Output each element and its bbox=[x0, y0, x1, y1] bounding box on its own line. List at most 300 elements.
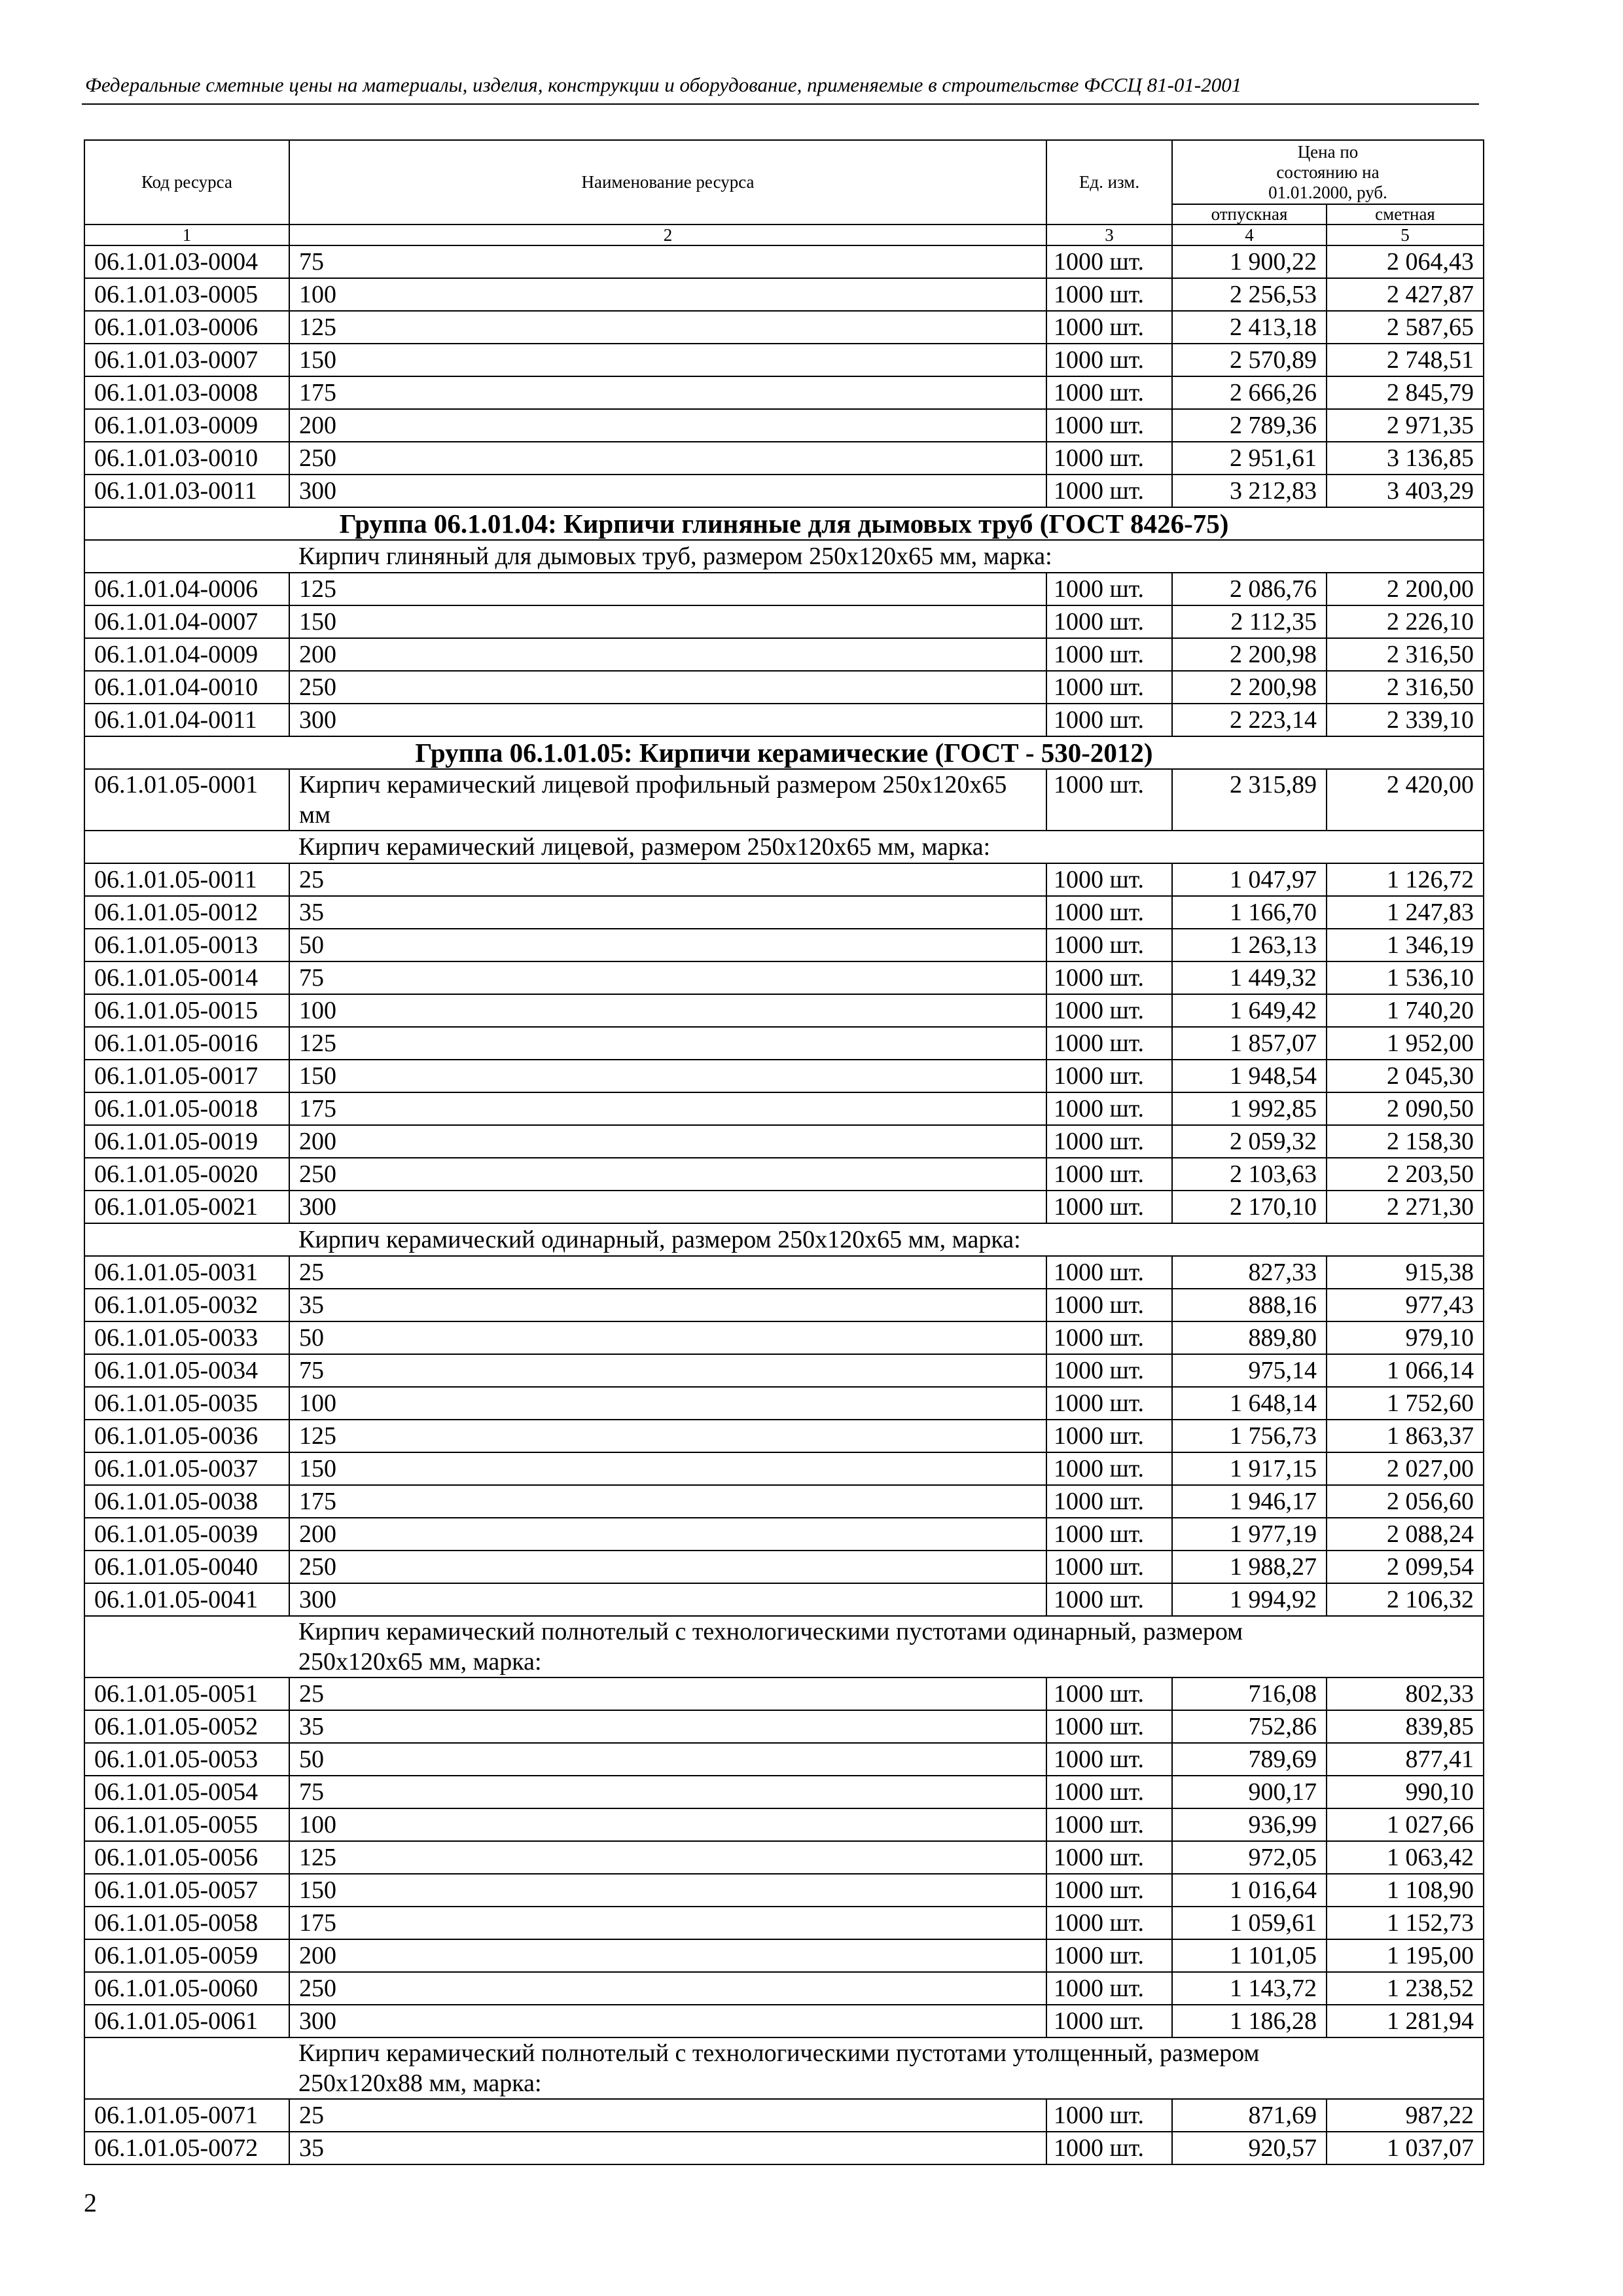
release-price: 1 449,32 bbox=[1172, 961, 1327, 994]
resource-name: 300 bbox=[289, 2005, 1046, 2037]
resource-code: 06.1.01.05-0013 bbox=[84, 929, 289, 961]
resource-code: 06.1.01.03-0009 bbox=[84, 409, 289, 442]
resource-code: 06.1.01.05-0041 bbox=[84, 1583, 289, 1616]
resource-name: 300 bbox=[289, 1191, 1046, 1223]
table-row bbox=[84, 1677, 1484, 1710]
table-row bbox=[84, 1354, 1484, 1387]
resource-code: 06.1.01.03-0004 bbox=[84, 245, 289, 278]
release-price: 1 946,17 bbox=[1172, 1485, 1327, 1518]
table-row bbox=[84, 1710, 1484, 1743]
subheading-text: Кирпич керамический полнотелый с технологическими пустотами утолщенный, размером 250х120х88 мм, марка: bbox=[289, 2037, 1484, 2099]
resource-name: 75 bbox=[289, 961, 1046, 994]
table-row bbox=[84, 1485, 1484, 1518]
resource-name: 35 bbox=[289, 896, 1046, 929]
unit-of-measure: 1000 шт. bbox=[1046, 896, 1172, 929]
resource-name: 125 bbox=[289, 1027, 1046, 1060]
estimate-price: 1 238,52 bbox=[1327, 1972, 1484, 2005]
unit-of-measure: 1000 шт. bbox=[1046, 344, 1172, 376]
resource-code: 06.1.01.05-0033 bbox=[84, 1321, 289, 1354]
resource-name: 250 bbox=[289, 671, 1046, 704]
header-unit: Ед. изм. bbox=[1046, 140, 1172, 224]
resource-name: 75 bbox=[289, 1776, 1046, 1808]
unit-of-measure: 1000 шт. bbox=[1046, 1485, 1172, 1518]
unit-of-measure: 1000 шт. bbox=[1046, 1256, 1172, 1289]
estimate-price: 2 200,00 bbox=[1327, 573, 1484, 605]
column-number: 1 bbox=[84, 224, 289, 245]
release-price: 789,69 bbox=[1172, 1743, 1327, 1776]
resource-name: 25 bbox=[289, 863, 1046, 896]
resource-name: 175 bbox=[289, 376, 1046, 409]
resource-code: 06.1.01.05-0056 bbox=[84, 1841, 289, 1874]
release-price: 2 951,61 bbox=[1172, 442, 1327, 475]
table-row bbox=[84, 1158, 1484, 1191]
resource-code: 06.1.01.05-0034 bbox=[84, 1354, 289, 1387]
unit-of-measure: 1000 шт. bbox=[1046, 1092, 1172, 1125]
resource-name: 200 bbox=[289, 1939, 1046, 1972]
page-header: Федеральные сметные цены на материалы, изделия, конструкции и оборудование, применяемые в строительстве ФССЦ 81-01-2001 bbox=[85, 73, 1242, 96]
estimate-price: 2 088,24 bbox=[1327, 1518, 1484, 1551]
subheading-text: Кирпич глиняный для дымовых труб, размером 250х120х65 мм, марка: bbox=[289, 540, 1484, 573]
release-price: 972,05 bbox=[1172, 1841, 1327, 1874]
column-number: 4 bbox=[1172, 224, 1327, 245]
release-price: 2 112,35 bbox=[1172, 605, 1327, 638]
resource-code: 06.1.01.04-0006 bbox=[84, 573, 289, 605]
resource-code: 06.1.01.05-0017 bbox=[84, 1060, 289, 1092]
estimate-price: 2 226,10 bbox=[1327, 605, 1484, 638]
release-price: 2 223,14 bbox=[1172, 704, 1327, 736]
release-price: 2 413,18 bbox=[1172, 311, 1327, 344]
group-heading-row bbox=[84, 736, 1484, 769]
unit-of-measure: 1000 шт. bbox=[1046, 1808, 1172, 1841]
header-code: Код ресурса bbox=[84, 140, 289, 224]
unit-of-measure: 1000 шт. bbox=[1046, 2099, 1172, 2132]
resource-name: 200 bbox=[289, 638, 1046, 671]
group-heading: Группа 06.1.01.05: Кирпичи керамические (ГОСТ - 530-2012) bbox=[84, 736, 1484, 769]
unit-of-measure: 1000 шт. bbox=[1046, 376, 1172, 409]
resource-code: 06.1.01.03-0008 bbox=[84, 376, 289, 409]
table-row bbox=[84, 409, 1484, 442]
table-row bbox=[84, 2132, 1484, 2164]
table-row bbox=[84, 1191, 1484, 1223]
price-table bbox=[84, 139, 1484, 2165]
unit-of-measure: 1000 шт. bbox=[1046, 1874, 1172, 1907]
header-price-group bbox=[1172, 140, 1484, 204]
release-price: 1 948,54 bbox=[1172, 1060, 1327, 1092]
table-row bbox=[84, 1583, 1484, 1616]
estimate-price: 2 027,00 bbox=[1327, 1452, 1484, 1485]
header-release: отпускная bbox=[1172, 204, 1327, 224]
resource-code: 06.1.01.05-0051 bbox=[84, 1677, 289, 1710]
unit-of-measure: 1000 шт. bbox=[1046, 1191, 1172, 1223]
resource-code: 06.1.01.04-0009 bbox=[84, 638, 289, 671]
subheading-row bbox=[84, 1223, 1484, 1256]
unit-of-measure: 1000 шт. bbox=[1046, 1583, 1172, 1616]
estimate-price: 2 158,30 bbox=[1327, 1125, 1484, 1158]
resource-code: 06.1.01.05-0032 bbox=[84, 1289, 289, 1321]
unit-of-measure: 1000 шт. bbox=[1046, 475, 1172, 507]
resource-code: 06.1.01.05-0035 bbox=[84, 1387, 289, 1420]
resource-name: 250 bbox=[289, 1972, 1046, 2005]
release-price: 871,69 bbox=[1172, 2099, 1327, 2132]
release-price: 2 200,98 bbox=[1172, 671, 1327, 704]
resource-code: 06.1.01.05-0071 bbox=[84, 2099, 289, 2132]
resource-code: 06.1.01.05-0053 bbox=[84, 1743, 289, 1776]
resource-code: 06.1.01.05-0038 bbox=[84, 1485, 289, 1518]
resource-code: 06.1.01.05-0012 bbox=[84, 896, 289, 929]
release-price: 2 170,10 bbox=[1172, 1191, 1327, 1223]
release-price: 1 649,42 bbox=[1172, 994, 1327, 1027]
resource-code: 06.1.01.05-0020 bbox=[84, 1158, 289, 1191]
table-row bbox=[84, 1518, 1484, 1551]
table-row bbox=[84, 245, 1484, 278]
resource-code: 06.1.01.05-0039 bbox=[84, 1518, 289, 1551]
estimate-price: 2 587,65 bbox=[1327, 311, 1484, 344]
estimate-price: 1 740,20 bbox=[1327, 994, 1484, 1027]
release-price: 1 143,72 bbox=[1172, 1972, 1327, 2005]
table-row bbox=[84, 344, 1484, 376]
resource-code: 06.1.01.03-0010 bbox=[84, 442, 289, 475]
table-row bbox=[84, 1808, 1484, 1841]
resource-code: 06.1.01.05-0052 bbox=[84, 1710, 289, 1743]
unit-of-measure: 1000 шт. bbox=[1046, 605, 1172, 638]
resource-name: 150 bbox=[289, 1060, 1046, 1092]
release-price: 1 900,22 bbox=[1172, 245, 1327, 278]
estimate-price: 1 863,37 bbox=[1327, 1420, 1484, 1452]
release-price: 1 186,28 bbox=[1172, 2005, 1327, 2037]
subheading-row bbox=[84, 540, 1484, 573]
table-row bbox=[84, 769, 1484, 831]
subheading-spacer bbox=[84, 540, 289, 573]
unit-of-measure: 1000 шт. bbox=[1046, 1125, 1172, 1158]
group-heading-row bbox=[84, 507, 1484, 540]
resource-code: 06.1.01.05-0016 bbox=[84, 1027, 289, 1060]
resource-name: 25 bbox=[289, 1256, 1046, 1289]
resource-name: 50 bbox=[289, 929, 1046, 961]
estimate-price: 2 316,50 bbox=[1327, 638, 1484, 671]
header-row bbox=[84, 140, 1484, 204]
unit-of-measure: 1000 шт. bbox=[1046, 1939, 1172, 1972]
release-price: 1 047,97 bbox=[1172, 863, 1327, 896]
unit-of-measure: 1000 шт. bbox=[1046, 278, 1172, 311]
release-price: 936,99 bbox=[1172, 1808, 1327, 1841]
subheading-spacer bbox=[84, 1616, 289, 1677]
unit-of-measure: 1000 шт. bbox=[1046, 863, 1172, 896]
estimate-price: 979,10 bbox=[1327, 1321, 1484, 1354]
unit-of-measure: 1000 шт. bbox=[1046, 1289, 1172, 1321]
resource-name: 25 bbox=[289, 2099, 1046, 2132]
unit-of-measure: 1000 шт. bbox=[1046, 929, 1172, 961]
resource-name: 100 bbox=[289, 278, 1046, 311]
release-price: 827,33 bbox=[1172, 1256, 1327, 1289]
release-price: 888,16 bbox=[1172, 1289, 1327, 1321]
estimate-price: 3 136,85 bbox=[1327, 442, 1484, 475]
resource-code: 06.1.01.05-0019 bbox=[84, 1125, 289, 1158]
subheading-row bbox=[84, 2037, 1484, 2099]
resource-name: 300 bbox=[289, 704, 1046, 736]
header-price-group-text: Цена по состоянию на 01.01.2000, руб. bbox=[1268, 141, 1387, 202]
release-price: 2 666,26 bbox=[1172, 376, 1327, 409]
release-price: 1 101,05 bbox=[1172, 1939, 1327, 1972]
table-row bbox=[84, 1972, 1484, 2005]
resource-name: 125 bbox=[289, 311, 1046, 344]
unit-of-measure: 1000 шт. bbox=[1046, 2132, 1172, 2164]
table-row bbox=[84, 1387, 1484, 1420]
column-number: 3 bbox=[1046, 224, 1172, 245]
unit-of-measure: 1000 шт. bbox=[1046, 2005, 1172, 2037]
subheading-row bbox=[84, 1616, 1484, 1677]
table-row bbox=[84, 1939, 1484, 1972]
estimate-price: 2 427,87 bbox=[1327, 278, 1484, 311]
estimate-price: 2 316,50 bbox=[1327, 671, 1484, 704]
resource-name: 175 bbox=[289, 1907, 1046, 1939]
table-row bbox=[84, 311, 1484, 344]
resource-code: 06.1.01.05-0011 bbox=[84, 863, 289, 896]
estimate-price: 839,85 bbox=[1327, 1710, 1484, 1743]
unit-of-measure: 1000 шт. bbox=[1046, 1321, 1172, 1354]
estimate-price: 2 748,51 bbox=[1327, 344, 1484, 376]
estimate-price: 2 203,50 bbox=[1327, 1158, 1484, 1191]
table-row bbox=[84, 1551, 1484, 1583]
unit-of-measure: 1000 шт. bbox=[1046, 994, 1172, 1027]
release-price: 3 212,83 bbox=[1172, 475, 1327, 507]
unit-of-measure: 1000 шт. bbox=[1046, 245, 1172, 278]
table-row bbox=[84, 442, 1484, 475]
resource-code: 06.1.01.05-0001 bbox=[84, 769, 289, 831]
release-price: 752,86 bbox=[1172, 1710, 1327, 1743]
estimate-price: 1 247,83 bbox=[1327, 896, 1484, 929]
resource-name: 125 bbox=[289, 1420, 1046, 1452]
estimate-price: 1 952,00 bbox=[1327, 1027, 1484, 1060]
resource-code: 06.1.01.05-0031 bbox=[84, 1256, 289, 1289]
resource-name: 100 bbox=[289, 994, 1046, 1027]
resource-code: 06.1.01.05-0040 bbox=[84, 1551, 289, 1583]
column-number: 2 bbox=[289, 224, 1046, 245]
resource-name: 200 bbox=[289, 1125, 1046, 1158]
table-row bbox=[84, 1776, 1484, 1808]
resource-name: 35 bbox=[289, 2132, 1046, 2164]
header-rule bbox=[82, 103, 1479, 105]
table-row bbox=[84, 1027, 1484, 1060]
release-price: 920,57 bbox=[1172, 2132, 1327, 2164]
page-number: 2 bbox=[84, 2188, 97, 2217]
resource-name: 25 bbox=[289, 1677, 1046, 1710]
resource-name: 150 bbox=[289, 1452, 1046, 1485]
resource-name: 75 bbox=[289, 1354, 1046, 1387]
unit-of-measure: 1000 шт. bbox=[1046, 1776, 1172, 1808]
table-row bbox=[84, 1092, 1484, 1125]
unit-of-measure: 1000 шт. bbox=[1046, 1518, 1172, 1551]
table-row bbox=[84, 1874, 1484, 1907]
table-row bbox=[84, 2099, 1484, 2132]
resource-code: 06.1.01.05-0059 bbox=[84, 1939, 289, 1972]
unit-of-measure: 1000 шт. bbox=[1046, 442, 1172, 475]
table-row bbox=[84, 278, 1484, 311]
table-row bbox=[84, 1743, 1484, 1776]
estimate-price: 1 027,66 bbox=[1327, 1808, 1484, 1841]
estimate-price: 3 403,29 bbox=[1327, 475, 1484, 507]
estimate-price: 1 346,19 bbox=[1327, 929, 1484, 961]
table-row bbox=[84, 1452, 1484, 1485]
resource-name: 250 bbox=[289, 1158, 1046, 1191]
unit-of-measure: 1000 шт. bbox=[1046, 573, 1172, 605]
unit-of-measure: 1000 шт. bbox=[1046, 638, 1172, 671]
column-number: 5 bbox=[1327, 224, 1484, 245]
table-row bbox=[84, 573, 1484, 605]
release-price: 1 016,64 bbox=[1172, 1874, 1327, 1907]
unit-of-measure: 1000 шт. bbox=[1046, 1907, 1172, 1939]
release-price: 2 086,76 bbox=[1172, 573, 1327, 605]
release-price: 1 263,13 bbox=[1172, 929, 1327, 961]
estimate-price: 990,10 bbox=[1327, 1776, 1484, 1808]
unit-of-measure: 1000 шт. bbox=[1046, 769, 1172, 831]
unit-of-measure: 1000 шт. bbox=[1046, 671, 1172, 704]
estimate-price: 1 281,94 bbox=[1327, 2005, 1484, 2037]
release-price: 1 994,92 bbox=[1172, 1583, 1327, 1616]
release-price: 889,80 bbox=[1172, 1321, 1327, 1354]
estimate-price: 2 099,54 bbox=[1327, 1551, 1484, 1583]
resource-name: 100 bbox=[289, 1387, 1046, 1420]
unit-of-measure: 1000 шт. bbox=[1046, 1354, 1172, 1387]
resource-code: 06.1.01.04-0010 bbox=[84, 671, 289, 704]
unit-of-measure: 1000 шт. bbox=[1046, 1841, 1172, 1874]
estimate-price: 915,38 bbox=[1327, 1256, 1484, 1289]
estimate-price: 1 126,72 bbox=[1327, 863, 1484, 896]
resource-code: 06.1.01.05-0021 bbox=[84, 1191, 289, 1223]
subheading-text: Кирпич керамический полнотелый с технологическими пустотами одинарный, размером 250х120х65 мм, марка: bbox=[289, 1616, 1484, 1677]
unit-of-measure: 1000 шт. bbox=[1046, 1158, 1172, 1191]
resource-name: 175 bbox=[289, 1485, 1046, 1518]
table-row bbox=[84, 863, 1484, 896]
table-row bbox=[84, 605, 1484, 638]
resource-name: 35 bbox=[289, 1289, 1046, 1321]
release-price: 2 103,63 bbox=[1172, 1158, 1327, 1191]
release-price: 2 256,53 bbox=[1172, 278, 1327, 311]
unit-of-measure: 1000 шт. bbox=[1046, 1452, 1172, 1485]
release-price: 900,17 bbox=[1172, 1776, 1327, 1808]
unit-of-measure: 1000 шт. bbox=[1046, 1387, 1172, 1420]
table-row bbox=[84, 671, 1484, 704]
subheading-spacer bbox=[84, 2037, 289, 2099]
release-price: 1 917,15 bbox=[1172, 1452, 1327, 1485]
column-number-row bbox=[84, 224, 1484, 245]
release-price: 1 059,61 bbox=[1172, 1907, 1327, 1939]
resource-name: 125 bbox=[289, 1841, 1046, 1874]
release-price: 975,14 bbox=[1172, 1354, 1327, 1387]
resource-name: 50 bbox=[289, 1321, 1046, 1354]
table-row bbox=[84, 1256, 1484, 1289]
resource-code: 06.1.01.05-0018 bbox=[84, 1092, 289, 1125]
resource-name: 250 bbox=[289, 442, 1046, 475]
estimate-price: 1 752,60 bbox=[1327, 1387, 1484, 1420]
estimate-price: 977,43 bbox=[1327, 1289, 1484, 1321]
estimate-price: 2 271,30 bbox=[1327, 1191, 1484, 1223]
table-row bbox=[84, 638, 1484, 671]
release-price: 716,08 bbox=[1172, 1677, 1327, 1710]
resource-code: 06.1.01.05-0060 bbox=[84, 1972, 289, 2005]
estimate-price: 1 152,73 bbox=[1327, 1907, 1484, 1939]
resource-name: 175 bbox=[289, 1092, 1046, 1125]
unit-of-measure: 1000 шт. bbox=[1046, 1060, 1172, 1092]
table-body bbox=[84, 245, 1484, 2164]
unit-of-measure: 1000 шт. bbox=[1046, 1551, 1172, 1583]
resource-code: 06.1.01.03-0007 bbox=[84, 344, 289, 376]
resource-code: 06.1.01.03-0011 bbox=[84, 475, 289, 507]
estimate-price: 2 045,30 bbox=[1327, 1060, 1484, 1092]
table-row bbox=[84, 1907, 1484, 1939]
table-row bbox=[84, 704, 1484, 736]
subheading-spacer bbox=[84, 831, 289, 863]
resource-code: 06.1.01.04-0007 bbox=[84, 605, 289, 638]
resource-name: Кирпич керамический лицевой профильный размером 250х120х65 мм bbox=[289, 769, 1046, 831]
unit-of-measure: 1000 шт. bbox=[1046, 961, 1172, 994]
estimate-price: 1 195,00 bbox=[1327, 1939, 1484, 1972]
estimate-price: 1 108,90 bbox=[1327, 1874, 1484, 1907]
estimate-price: 2 056,60 bbox=[1327, 1485, 1484, 1518]
subheading-spacer bbox=[84, 1223, 289, 1256]
estimate-price: 987,22 bbox=[1327, 2099, 1484, 2132]
resource-code: 06.1.01.05-0037 bbox=[84, 1452, 289, 1485]
estimate-price: 1 536,10 bbox=[1327, 961, 1484, 994]
resource-name: 35 bbox=[289, 1710, 1046, 1743]
header-estimate: сметная bbox=[1327, 204, 1484, 224]
subheading-text: Кирпич керамический одинарный, размером 250х120х65 мм, марка: bbox=[289, 1223, 1484, 1256]
resource-code: 06.1.01.05-0036 bbox=[84, 1420, 289, 1452]
estimate-price: 2 106,32 bbox=[1327, 1583, 1484, 1616]
release-price: 1 166,70 bbox=[1172, 896, 1327, 929]
release-price: 1 648,14 bbox=[1172, 1387, 1327, 1420]
table-row bbox=[84, 1841, 1484, 1874]
resource-code: 06.1.01.04-0011 bbox=[84, 704, 289, 736]
release-price: 2 059,32 bbox=[1172, 1125, 1327, 1158]
table-row bbox=[84, 994, 1484, 1027]
resource-code: 06.1.01.05-0015 bbox=[84, 994, 289, 1027]
estimate-price: 802,33 bbox=[1327, 1677, 1484, 1710]
resource-name: 150 bbox=[289, 605, 1046, 638]
estimate-price: 2 420,00 bbox=[1327, 769, 1484, 831]
resource-name: 200 bbox=[289, 1518, 1046, 1551]
release-price: 1 977,19 bbox=[1172, 1518, 1327, 1551]
table-row bbox=[84, 376, 1484, 409]
resource-code: 06.1.01.05-0054 bbox=[84, 1776, 289, 1808]
release-price: 2 200,98 bbox=[1172, 638, 1327, 671]
resource-name: 300 bbox=[289, 1583, 1046, 1616]
resource-code: 06.1.01.03-0005 bbox=[84, 278, 289, 311]
unit-of-measure: 1000 шт. bbox=[1046, 1972, 1172, 2005]
unit-of-measure: 1000 шт. bbox=[1046, 311, 1172, 344]
unit-of-measure: 1000 шт. bbox=[1046, 1027, 1172, 1060]
unit-of-measure: 1000 шт. bbox=[1046, 1420, 1172, 1452]
table-row bbox=[84, 475, 1484, 507]
table-row bbox=[84, 896, 1484, 929]
release-price: 2 570,89 bbox=[1172, 344, 1327, 376]
table-row bbox=[84, 1125, 1484, 1158]
release-price: 1 988,27 bbox=[1172, 1551, 1327, 1583]
resource-code: 06.1.01.05-0058 bbox=[84, 1907, 289, 1939]
resource-code: 06.1.01.05-0057 bbox=[84, 1874, 289, 1907]
release-price: 1 857,07 bbox=[1172, 1027, 1327, 1060]
resource-name: 125 bbox=[289, 573, 1046, 605]
resource-code: 06.1.01.05-0055 bbox=[84, 1808, 289, 1841]
estimate-price: 2 845,79 bbox=[1327, 376, 1484, 409]
release-price: 2 315,89 bbox=[1172, 769, 1327, 831]
resource-code: 06.1.01.03-0006 bbox=[84, 311, 289, 344]
resource-name: 250 bbox=[289, 1551, 1046, 1583]
table-row bbox=[84, 961, 1484, 994]
estimate-price: 2 064,43 bbox=[1327, 245, 1484, 278]
table-row bbox=[84, 1289, 1484, 1321]
resource-code: 06.1.01.05-0014 bbox=[84, 961, 289, 994]
release-price: 2 789,36 bbox=[1172, 409, 1327, 442]
